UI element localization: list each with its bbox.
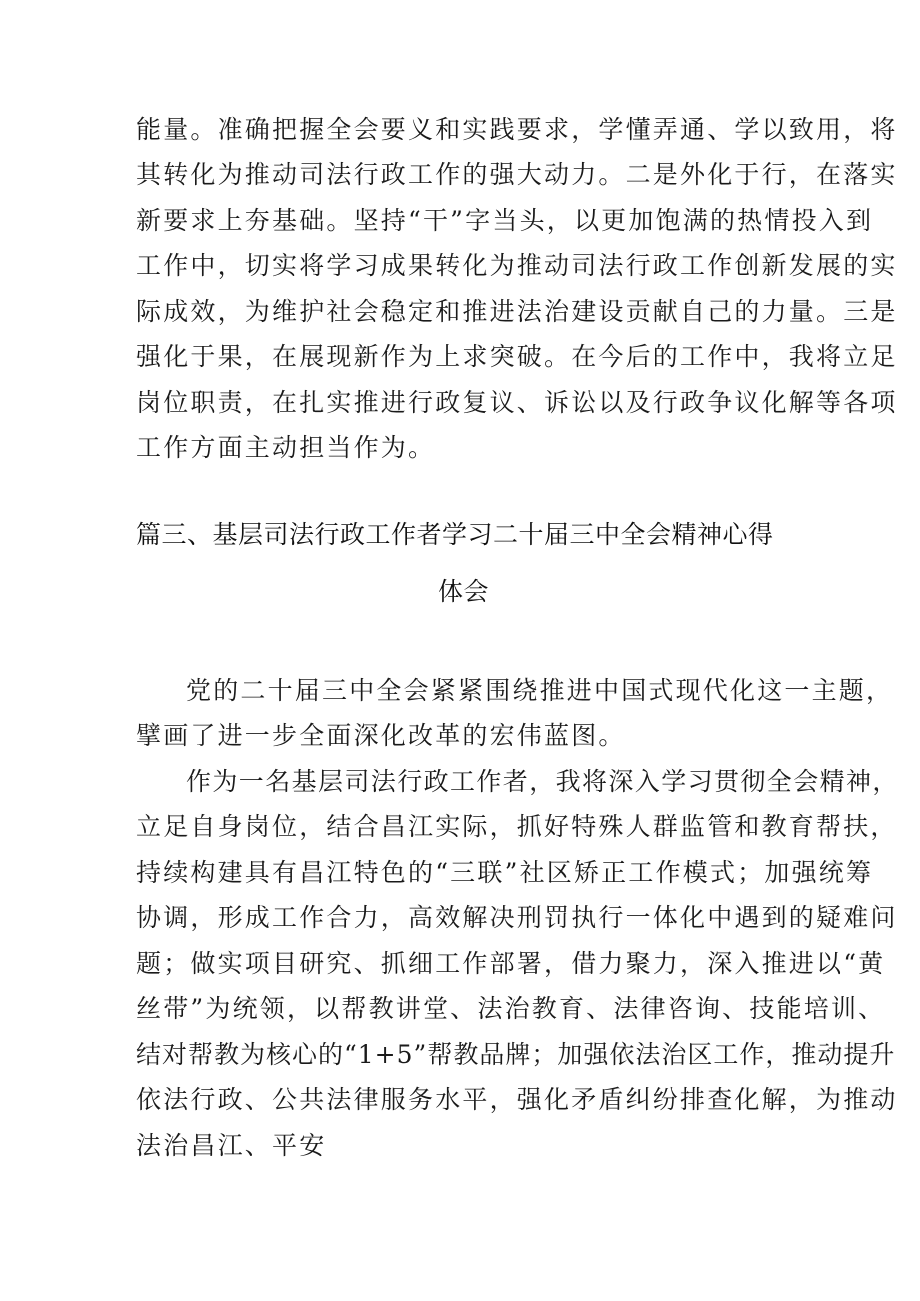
body-line: 其转化为推动司法行政工作的强大动力。二是外化于行，在落实 [136, 160, 898, 189]
body-line: 际成效，为维护社会稳定和推进法治建设贡献自己的力量。三是 [136, 297, 898, 326]
body-line: 强化于果，在展现新作为上求突破。在今后的工作中，我将立足 [136, 342, 898, 371]
body-line: 协调，形成工作合力，高效解决刑罚执行一体化中遇到的疑难问 [136, 903, 898, 932]
body-line: 岗位职责，在扎实推进行政复议、诉讼以及行政争议化解等各项 [136, 388, 898, 417]
body-line: 立足自身岗位，结合昌江实际，抓好特殊人群监管和教育帮扶， [136, 812, 898, 841]
body-line: 作为一名基层司法行政工作者，我将深入学习贯彻全会精神， [186, 767, 899, 796]
section-title: 篇三、基层司法行政工作者学习二十届三中全会精神心得 [136, 520, 774, 549]
body-line: 党的二十届三中全会紧紧围绕推进中国式现代化这一主题， [186, 676, 894, 705]
body-line: 工作方面主动担当作为。 [136, 433, 436, 462]
body-line: 结对帮教为核心的“1+5”帮教品牌；加强依法治区工作，推动提升 [136, 1040, 896, 1069]
body-line: 法治昌江、平安 [136, 1131, 327, 1160]
body-line: 依法行政、公共法律服务水平，强化矛盾纠纷排查化解，为推动 [136, 1085, 898, 1114]
section-title-continued: 体会 [438, 577, 490, 606]
body-line: 新要求上夯基础。坚持“干”字当头，以更加饱满的热情投入到 [136, 206, 874, 235]
body-line: 题；做实项目研究、抓细工作部署，借力聚力，深入推进以“黄 [136, 949, 886, 978]
body-line: 擘画了进一步全面深化改革的宏伟蓝图。 [136, 721, 626, 750]
body-line: 工作中，切实将学习成果转化为推动司法行政工作创新发展的实 [136, 251, 898, 280]
body-line: 能量。准确把握全会要义和实践要求，学懂弄通、学以致用，将 [136, 115, 898, 144]
body-line: 持续构建具有昌江特色的“三联”社区矫正工作模式；加强统筹 [136, 858, 874, 887]
body-line: 丝带”为统领，以帮教讲堂、法治教育、法律咨询、技能培训、 [136, 994, 886, 1023]
